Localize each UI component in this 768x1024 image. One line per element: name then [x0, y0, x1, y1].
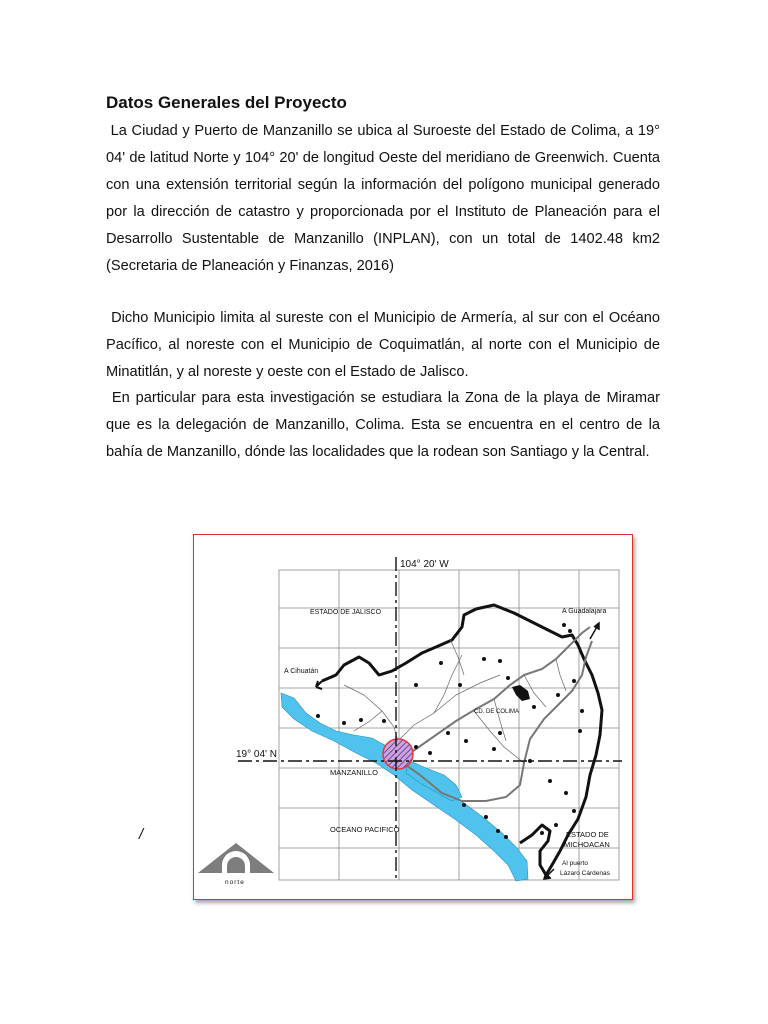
label-lazaro-2: Lázaro Cárdenas: [560, 870, 610, 877]
stray-mark: /: [139, 826, 144, 843]
label-colima: CD. DE COLIMA: [474, 709, 520, 715]
map-drawing: [194, 535, 632, 899]
label-oceano: OCEANO PACIFICO: [330, 825, 400, 834]
north-label: norte: [225, 879, 245, 886]
location-map: [193, 534, 633, 900]
boundary-arrow-chuatan: [316, 681, 322, 689]
longitude-label: 104° 20' W: [400, 559, 449, 570]
label-guadalajara: A Guadalajara: [562, 608, 607, 615]
label-jalisco: ESTADO DE JALISCO: [310, 609, 382, 616]
paragraph-location: La Ciudad y Puerto de Manzanillo se ubica al Suroeste del Estado de Colima, a 19° 04' de latitud Norte y 104° 20' de longitud Oeste del meridiano de Greenwich. Cuenta con una extensión territorial según la información del polígono municipal generado por la dirección de catastro y proporcionada por el Instituto de Planeación para el Desarrollo Sustentable de Manzanillo (INPLAN), con un total de 1402.48 km2 (Secretaria de Planeación y Finanzas, 2016): [106, 123, 665, 274]
label-michoacan-2: MICHOACAN: [564, 840, 610, 849]
study-zone-marker: [383, 739, 413, 769]
latitude-label: 19° 04' N: [236, 749, 277, 760]
colima-city-block: [512, 685, 530, 701]
paragraph-boundaries: Dicho Municipio limita al sureste con el Municipio de Armería, al sur con el Océano Pacífico, al noreste con el Municipio de Coquimatlán, al norte con el Municipio de Minatitlán, y al noreste y oeste con el Estado de Jalisco.: [106, 310, 665, 380]
paragraph-study-zone: En particular para esta investigación se estudiara la Zona de la playa de Miramar que es la delegación de Manzanillo, Colima. Esta se encuentra en el centro de la bahía de Manzanillo, dónde las localidades que la rodean son Santiago y la Central.: [106, 390, 665, 460]
label-chuatan: A Cihuatán: [284, 668, 319, 675]
north-arrow-icon: [198, 843, 274, 886]
coastline-water: [281, 693, 528, 881]
label-lazaro-1: Al puerto: [562, 860, 589, 867]
label-manzanillo: MANZANILLO: [330, 768, 378, 777]
label-michoacan-1: ESTADO DE: [566, 830, 609, 839]
page-title: Datos Generales del Proyecto: [106, 93, 347, 112]
guadalajara-arrow: [590, 623, 599, 639]
